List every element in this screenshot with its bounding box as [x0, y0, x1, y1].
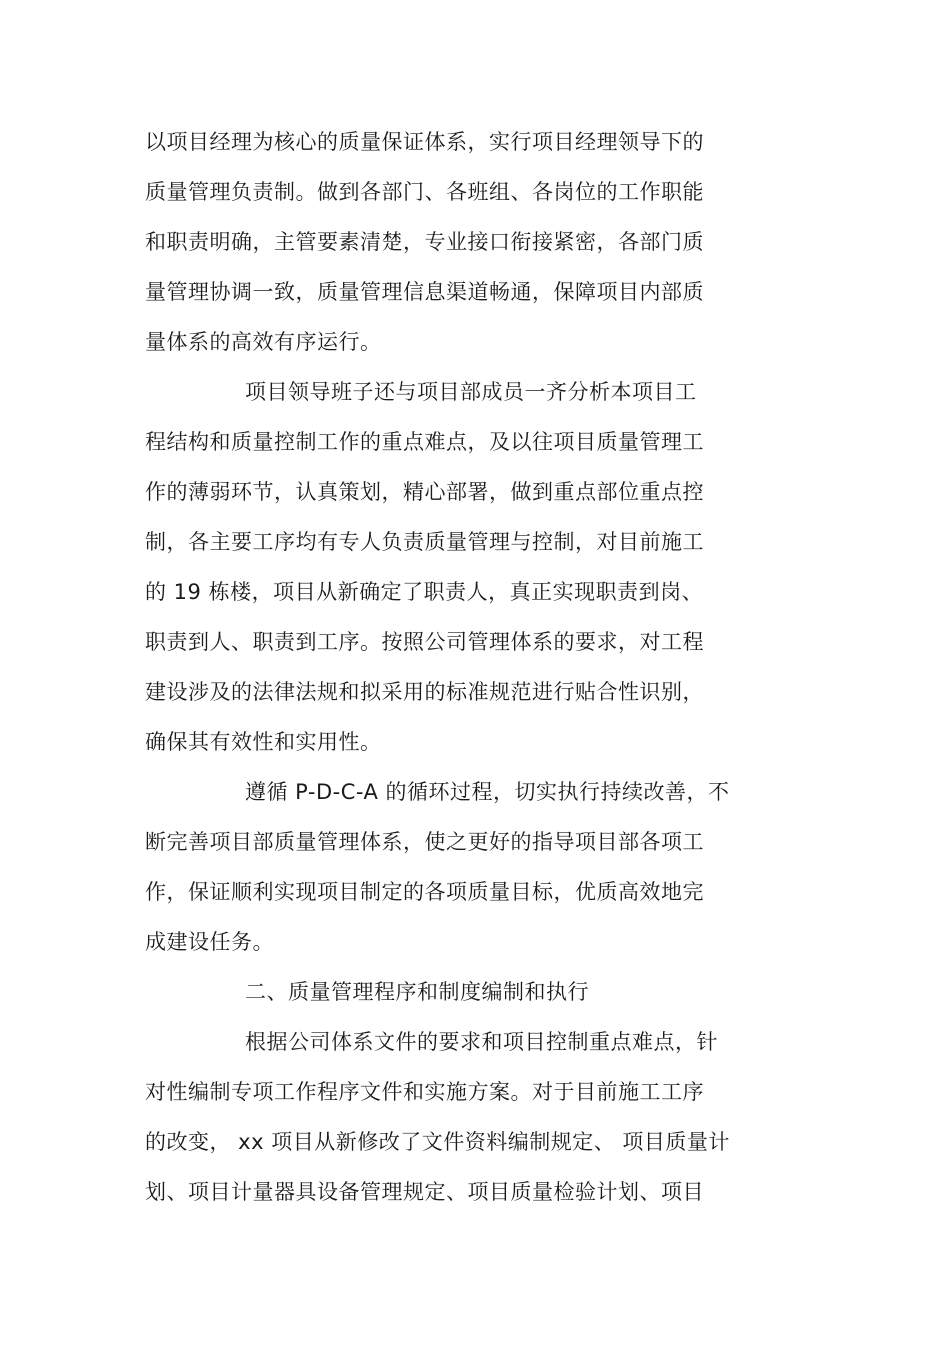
paragraph-line: 的改变， xx 项目从新修改了文件资料编制规定、 项目质量计 [145, 1130, 730, 1154]
paragraph-line: 对性编制专项工作程序文件和实施方案。对于目前施工工序 [145, 1080, 704, 1104]
paragraph-line: 项目领导班子还与项目部成员一齐分析本项目工 [245, 380, 697, 404]
paragraph-line: 量管理协调一致，质量管理信息渠道畅通，保障项目内部质 [145, 280, 704, 304]
paragraph-line: 建设涉及的法律法规和拟采用的标准规范进行贴合性识别， [145, 680, 704, 704]
paragraph-line: 以项目经理为核心的质量保证体系，实行项目经理领导下的 [145, 130, 704, 154]
paragraph-line: 的 19 栋楼，项目从新确定了职责人，真正实现职责到岗、 [145, 580, 704, 604]
paragraph-line: 职责到人、职责到工序。按照公司管理体系的要求，对工程 [145, 630, 704, 654]
paragraph-line: 和职责明确，主管要素清楚，专业接口衔接紧密，各部门质 [145, 230, 704, 254]
paragraph-line: 质量管理负责制。做到各部门、各班组、各岗位的工作职能 [145, 180, 704, 204]
paragraph-line: 遵循 P-D-C-A 的循环过程，切实执行持续改善，不 [245, 780, 730, 804]
paragraph-line: 确保其有效性和实用性。 [145, 730, 382, 754]
paragraph-line: 程结构和质量控制工作的重点难点，及以往项目质量管理工 [145, 430, 704, 454]
paragraph-line: 制，各主要工序均有专人负责质量管理与控制，对目前施工 [145, 530, 704, 554]
paragraph-line: 作，保证顺利实现项目制定的各项质量目标，优质高效地完 [145, 880, 704, 904]
paragraph-line: 量体系的高效有序运行。 [145, 330, 382, 354]
paragraph-line: 根据公司体系文件的要求和项目控制重点难点，针 [245, 1030, 718, 1054]
paragraph-line: 成建设任务。 [145, 930, 274, 954]
paragraph-line: 划、项目计量器具设备管理规定、项目质量检验计划、项目 [145, 1180, 704, 1204]
paragraph-line: 断完善项目部质量管理体系，使之更好的指导项目部各项工 [145, 830, 704, 854]
section-heading: 二、质量管理程序和制度编制和执行 [245, 980, 589, 1004]
paragraph-line: 作的薄弱环节，认真策划，精心部署，做到重点部位重点控 [145, 480, 704, 504]
